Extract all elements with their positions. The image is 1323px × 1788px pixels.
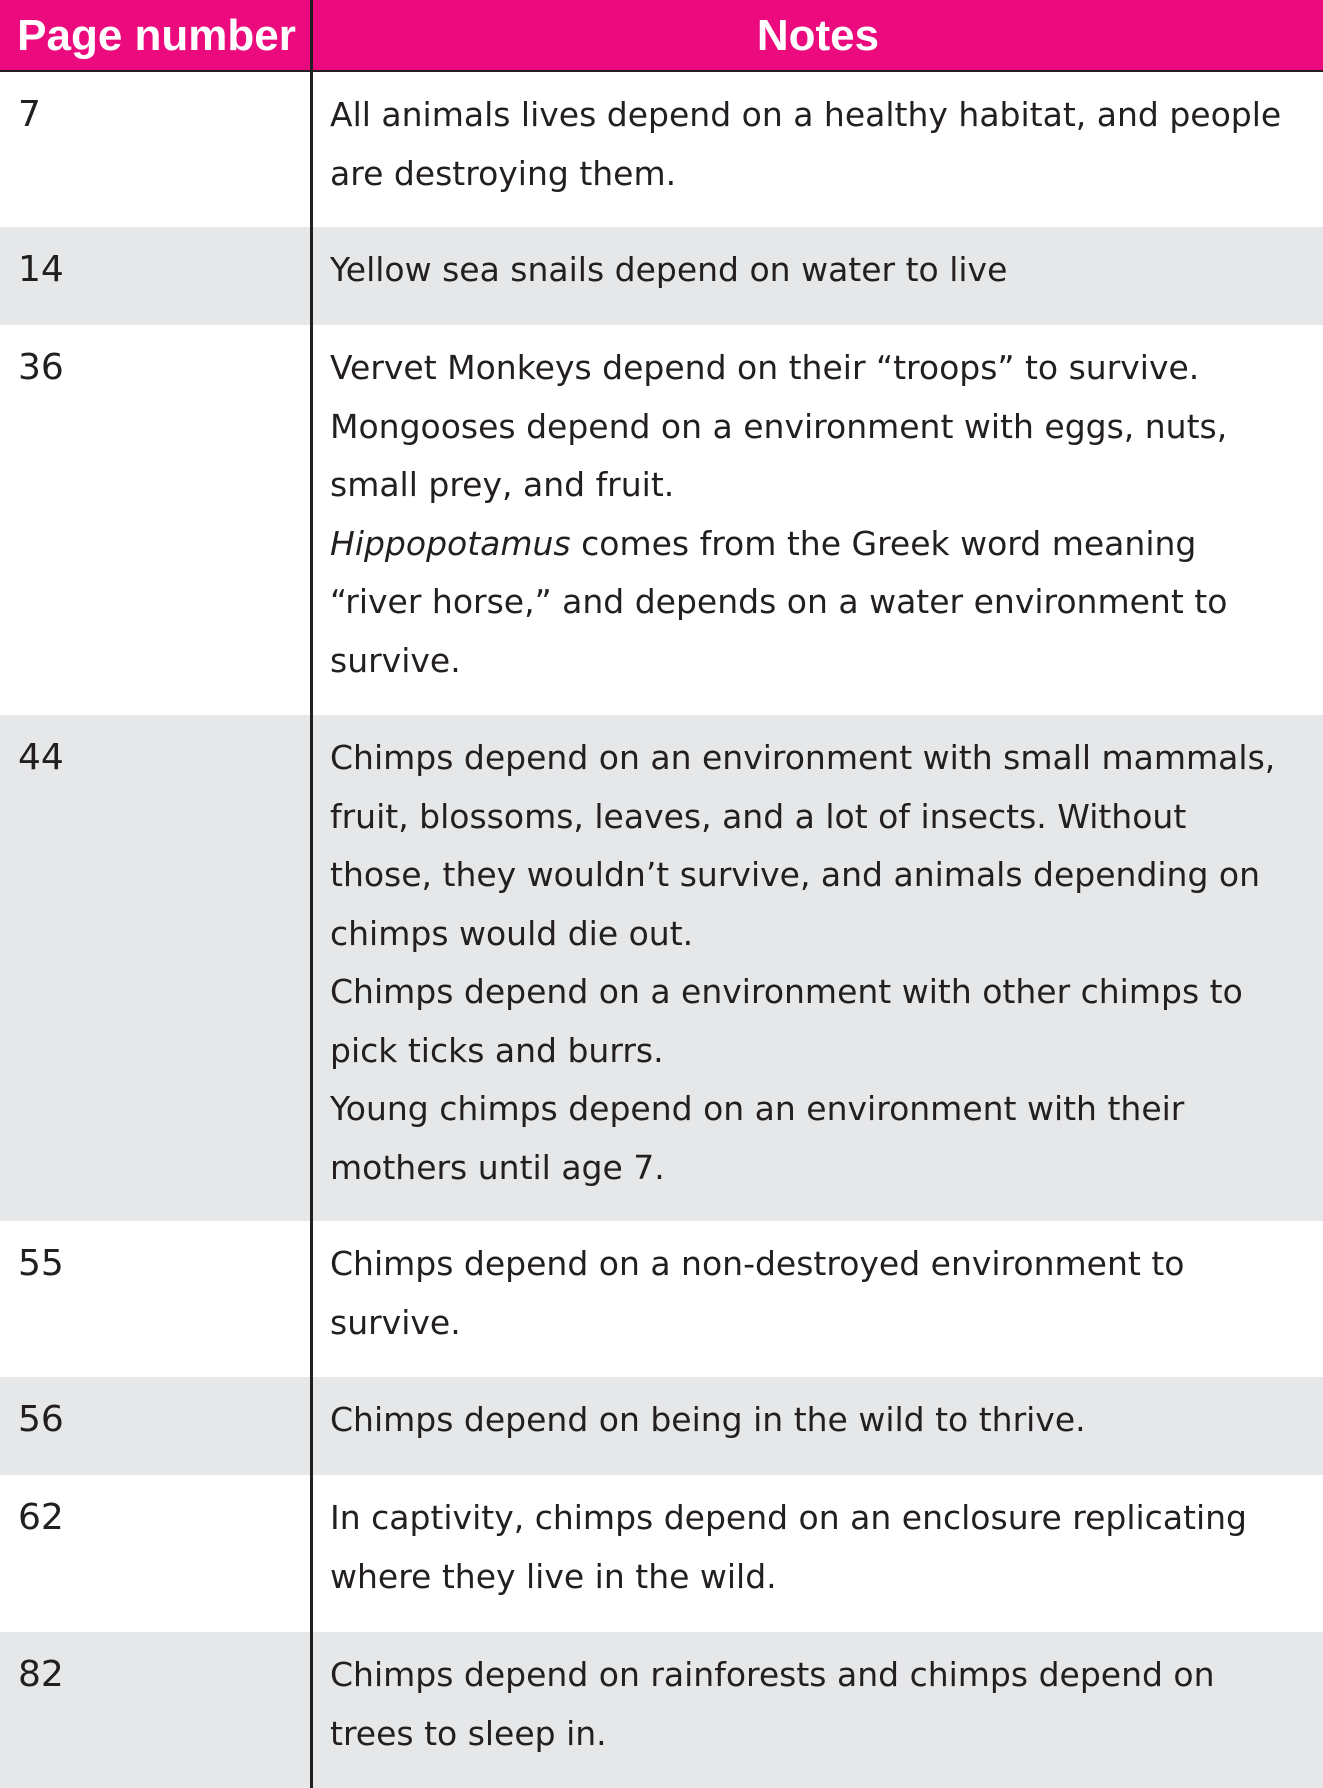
column-divider	[310, 0, 313, 1788]
note-line: trees to sleep in.	[330, 1713, 607, 1753]
page-number-cell: 62	[18, 1497, 64, 1538]
note-line: Mongooses depend on a environment with eggs, nuts,	[330, 406, 1228, 446]
notes-cell	[313, 227, 1323, 325]
table-row	[0, 325, 1323, 715]
note-line: survive.	[330, 640, 461, 680]
note-line: Vervet Monkeys depend on their “troops” to survive.	[330, 348, 1200, 387]
note-line: small prey, and fruit.	[330, 465, 675, 504]
table-row	[0, 72, 1323, 227]
note-line: survive.	[330, 1302, 461, 1342]
header-notes: Notes	[756, 11, 880, 60]
note-line: mothers until age 7.	[330, 1147, 665, 1187]
page-number-cell: 7	[18, 94, 41, 135]
note-line: Young chimps depend on an environment with their	[330, 1089, 1185, 1128]
page-number-cell: 55	[18, 1243, 64, 1284]
notes-cell	[313, 715, 1323, 1221]
notes-cell	[313, 325, 1323, 715]
note-line: Chimps depend on a non-destroyed environment to	[330, 1244, 1185, 1283]
table-row	[0, 1221, 1323, 1377]
notes-cell	[313, 72, 1323, 227]
note-line: pick ticks and burrs.	[330, 1030, 664, 1070]
notes-cell	[313, 1221, 1323, 1377]
notes-cell	[313, 1377, 1323, 1475]
note-line: those, they wouldn’t survive, and animals depending on	[330, 855, 1261, 894]
note-line: All animals lives depend on a healthy habitat, and people	[330, 95, 1282, 134]
notes-cell	[313, 1475, 1323, 1632]
note-line	[330, 515, 1303, 574]
note-line: Yellow sea snails depend on water to live	[330, 250, 1008, 289]
note-line: where they live in the wild.	[330, 1556, 777, 1596]
table-row	[0, 1632, 1323, 1788]
note-line: are destroying them.	[330, 153, 677, 193]
page-number-cell: 36	[18, 347, 64, 388]
hippopotamus-term: Hippopotamus	[330, 523, 571, 563]
table-row	[0, 227, 1323, 325]
header-page-number: Page number	[17, 11, 296, 60]
page-number-cell: 56	[18, 1399, 64, 1440]
note-line: Chimps depend on an environment with small mammals,	[330, 738, 1276, 777]
note-line: fruit, blossoms, leaves, and a lot of insects. Without	[330, 796, 1187, 836]
table-row	[0, 715, 1323, 1221]
hippo-line-rest: comes from the Greek word meaning	[570, 523, 1197, 563]
note-line: Chimps depend on rainforests and chimps depend on	[330, 1655, 1215, 1694]
note-line: chimps would die out.	[330, 913, 694, 953]
page-number-cell: 44	[18, 737, 64, 778]
note-line: In captivity, chimps depend on an enclosure replicating	[330, 1498, 1248, 1537]
note-line: Chimps depend on being in the wild to thrive.	[330, 1400, 1086, 1439]
page-number-cell: 14	[18, 249, 64, 290]
note-line: Chimps depend on a environment with other chimps to	[330, 972, 1243, 1011]
page-number-cell: 82	[18, 1654, 64, 1695]
table-row	[0, 1377, 1323, 1475]
note-line: “river horse,” and depends on a water environment to	[330, 582, 1228, 621]
table-row	[0, 1475, 1323, 1632]
notes-cell	[313, 1632, 1323, 1788]
